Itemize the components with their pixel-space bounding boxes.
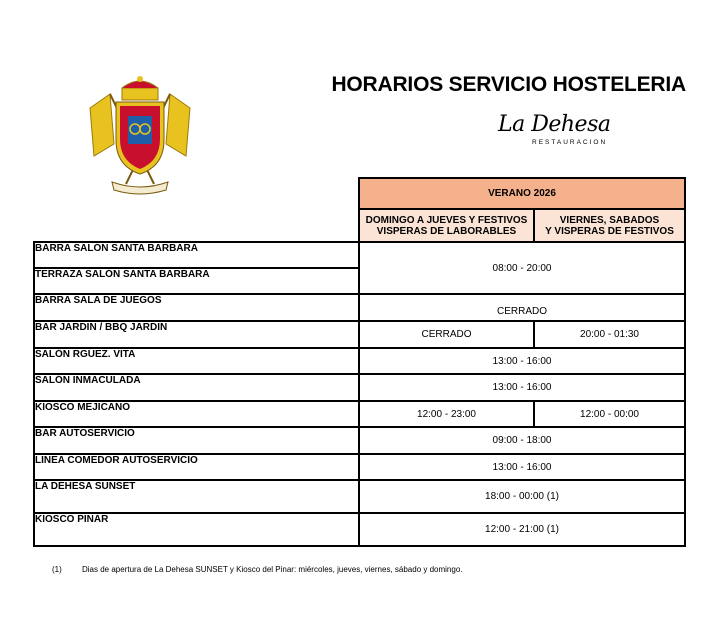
hours-cell: CERRADO: [359, 294, 685, 321]
col-header-weekend: VIERNES, SABADOS Y VISPERAS DE FESTIVOS: [534, 209, 685, 242]
venue-name: SALÓN INMACULADA: [34, 374, 359, 401]
hours-cell: 13:00 - 16:00: [359, 374, 685, 401]
hours-cell: 20:00 - 01:30: [534, 321, 685, 348]
hours-cell: CERRADO: [359, 321, 534, 348]
logo-main-text: La Dehesa: [498, 112, 611, 137]
hours-cell: 09:00 - 18:00: [359, 427, 685, 454]
col-header-weekday: DOMINGO A JUEVES Y FESTIVOS VISPERAS DE LABORABLES: [359, 209, 534, 242]
hours-cell: 12:00 - 21:00 (1): [359, 513, 685, 546]
venue-name: BAR AUTOSERVICIO: [34, 427, 359, 454]
schedule-table: [33, 177, 686, 547]
footnote-mark: (1): [52, 565, 62, 574]
venue-name: TERRAZA SALÓN SANTA BARBARA: [34, 268, 359, 294]
la-dehesa-logo: [494, 112, 624, 152]
venue-name: BAR JARDIN / BBQ JARDIN: [34, 321, 359, 348]
venue-name: SALÓN RGUEZ. VITA: [34, 348, 359, 374]
hours-cell: 18:00 - 00:00 (1): [359, 480, 685, 513]
footnote-text: Dias de apertura de La Dehesa SUNSET y Kiosco del Pinar: miércoles, jueves, viernes, sábado y domingo.: [82, 565, 463, 574]
venue-name: BARRA SALÓN SANTA BARBARA: [34, 242, 359, 268]
venue-name: LA DEHESA SUNSET: [34, 480, 359, 513]
season-header: VERANO 2026: [359, 178, 685, 209]
venue-name: LINEA COMEDOR AUTOSERVICIO: [34, 454, 359, 480]
venue-name: KIOSCO PINAR: [34, 513, 359, 546]
hours-cell: 13:00 - 16:00: [359, 348, 685, 374]
logo-sub-text: RESTAURACION: [532, 139, 608, 146]
hours-cell: 12:00 - 23:00: [359, 401, 534, 427]
page-title: HORARIOS SERVICIO HOSTELERIA: [331, 73, 686, 96]
venue-name: BARRA SALA DE JUEGOS: [34, 294, 359, 321]
hours-cell: 13:00 - 16:00: [359, 454, 685, 480]
hours-cell: 12:00 - 00:00: [534, 401, 685, 427]
footnote: [52, 565, 463, 574]
hours-cell: 08:00 - 20:00: [359, 242, 685, 294]
venue-name: KIOSCO MEJICANO: [34, 401, 359, 427]
